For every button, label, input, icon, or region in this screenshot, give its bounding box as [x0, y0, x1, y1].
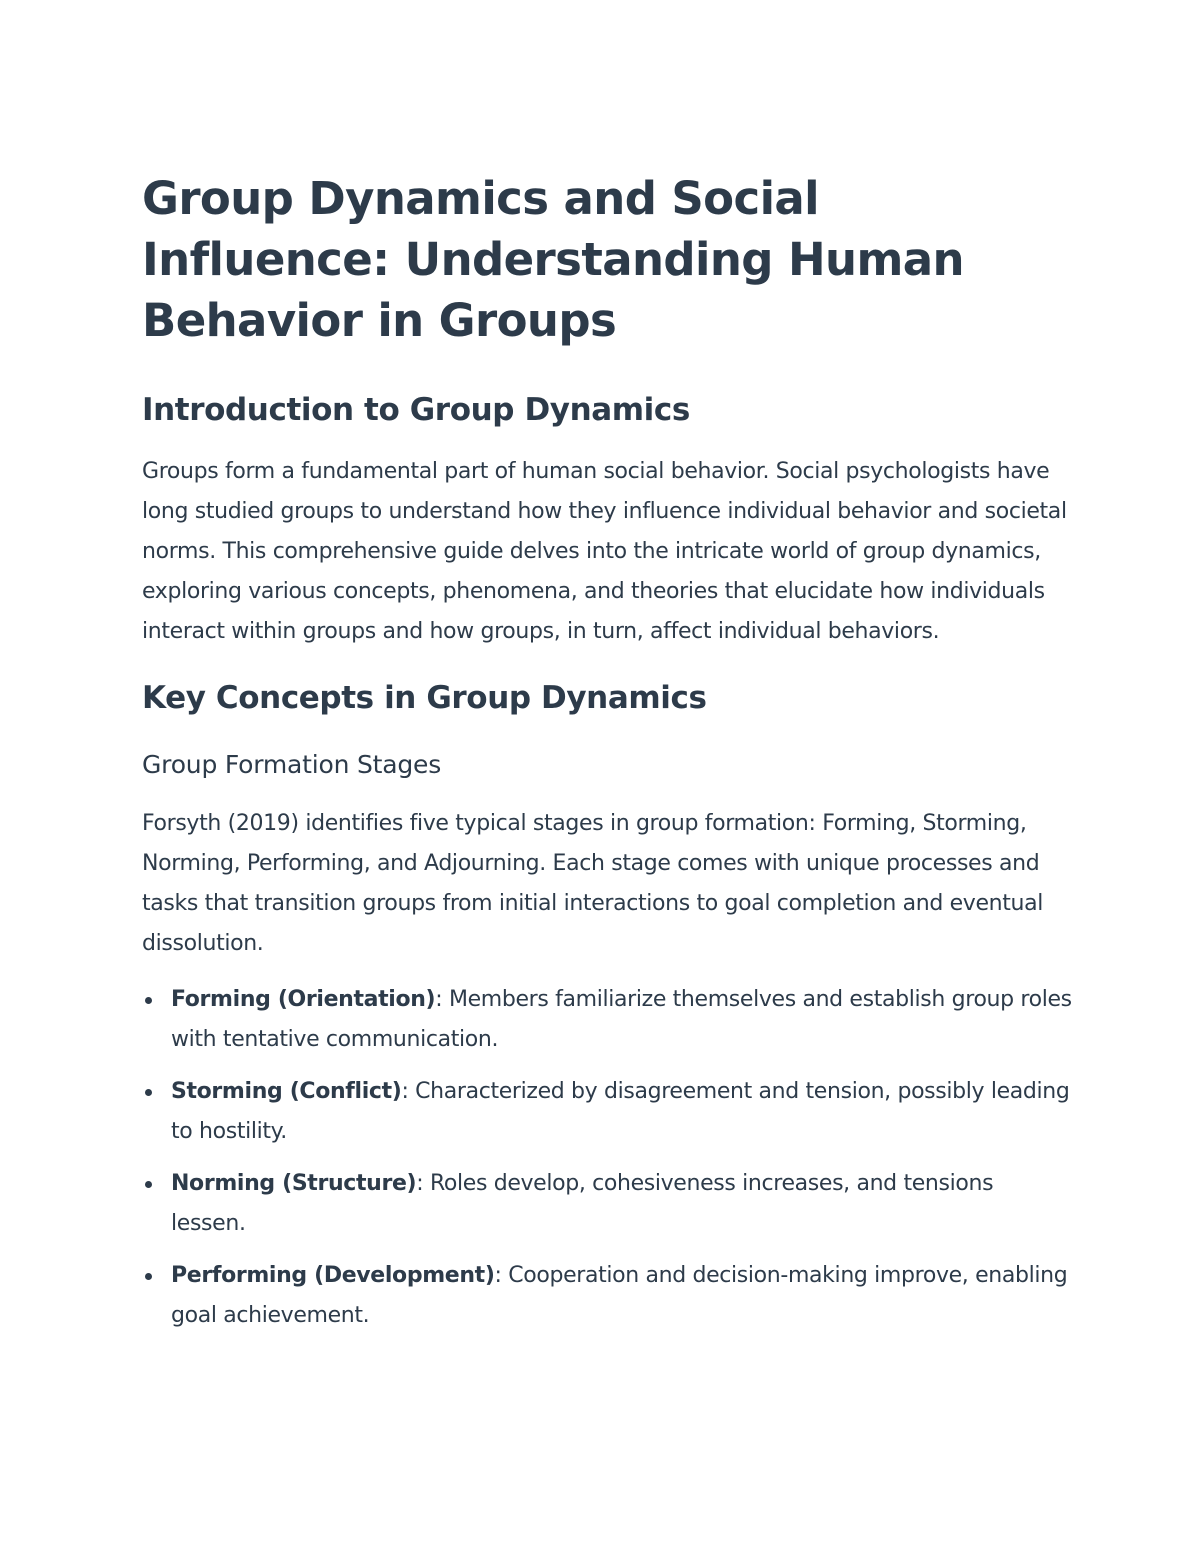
stage-term: Storming (Conflict)	[171, 1079, 402, 1104]
stages-list	[142, 980, 1072, 1336]
section-heading-introduction: Introduction to Group Dynamics	[142, 392, 690, 428]
list-item	[142, 980, 1072, 1060]
document-title: Group Dynamics and Social Influence: Understanding Human Behavior in Groups	[142, 172, 964, 347]
introduction-paragraph: Groups form a fundamental part of human social behavior. Social psychologists have long studied groups to understand how they influence individual behavior and societal norms. This comprehensive guide delves into the intricate world of group dynamics, exploring various concepts, phenomena, and theories that elucidate how individuals interact within groups and how groups, in turn, affect individual behaviors.	[142, 459, 1067, 644]
stage-separator: :	[401, 1079, 409, 1104]
stage-description: Members familiarize themselves and establish group roles with tentative communication.	[171, 987, 1072, 1052]
subsection-heading-formation-stages: Group Formation Stages	[142, 750, 442, 779]
list-item	[142, 1072, 1072, 1152]
bullet-icon	[145, 1273, 152, 1280]
stage-separator: :	[435, 987, 443, 1012]
stage-description: Roles develop, cohesiveness increases, and tensions lessen.	[171, 1171, 994, 1236]
list-item	[142, 1164, 1072, 1244]
stage-separator: :	[416, 1171, 424, 1196]
stage-term: Performing (Development)	[171, 1263, 495, 1288]
stage-description: Characterized by disagreement and tension, possibly leading to hostility.	[171, 1079, 1070, 1144]
section-heading-key-concepts: Key Concepts in Group Dynamics	[142, 680, 707, 716]
stage-term: Forming (Orientation)	[171, 987, 436, 1012]
stage-term: Norming (Structure)	[171, 1171, 417, 1196]
stage-separator: :	[494, 1263, 502, 1288]
bullet-icon	[145, 1089, 152, 1096]
document-page	[142, 168, 1072, 1348]
formation-stages-paragraph: Forsyth (2019) identifies five typical stages in group formation: Forming, Storming, Norming, Performing, and Adjourning. Each stage comes with unique processes and tasks that transition groups from initial interactions to goal completion and eventual dissolution.	[142, 811, 1044, 956]
bullet-icon	[145, 997, 152, 1004]
list-item	[142, 1256, 1072, 1336]
stage-description: Cooperation and decision-making improve, enabling goal achievement.	[171, 1263, 1068, 1328]
bullet-icon	[145, 1181, 152, 1188]
